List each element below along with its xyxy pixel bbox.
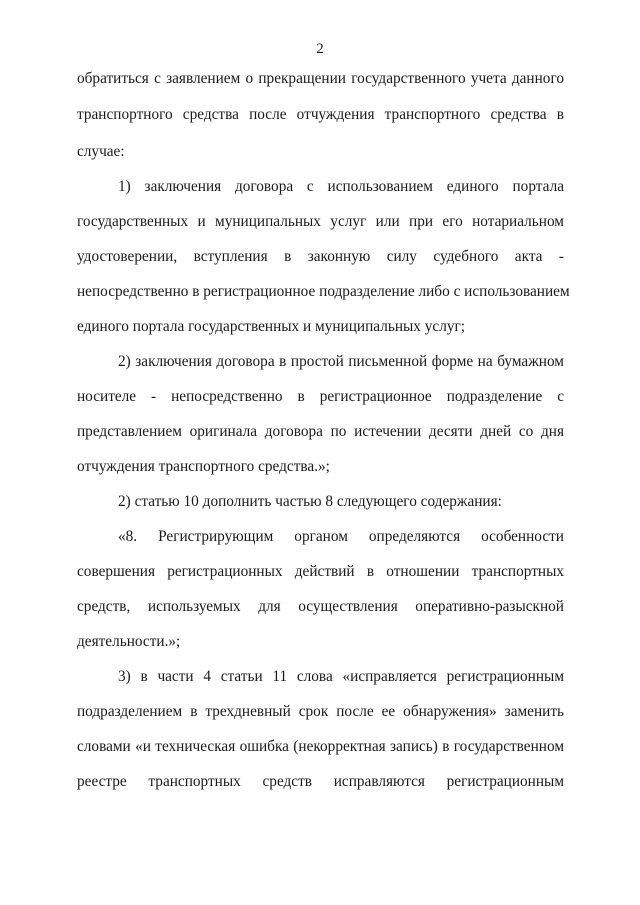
text-line-21: реестре транспортных средств исправляются регистрационным <box>77 773 564 790</box>
text-line-1: обратиться с заявлением о прекращении государственного учета данного <box>77 70 564 87</box>
text-line-3: случае: <box>77 143 125 160</box>
text-line-14: «8. Регистрирующим органом определяются особенности <box>118 528 564 545</box>
text-line-16: средств, используемых для осуществления оперативно-разыскной <box>77 598 564 615</box>
text-line-17: деятельности.»; <box>77 633 181 650</box>
text-line-10: носителе - непосредственно в регистрационное подразделение с <box>77 388 564 405</box>
text-line-4: 1) заключения договора с использованием единого портала <box>118 178 564 195</box>
page-number: 2 <box>316 41 324 57</box>
text-line-18: 3) в части 4 статьи 11 слова «исправляется регистрационным <box>118 668 564 685</box>
text-line-15: совершения регистрационных действий в отношении транспортных <box>77 563 564 580</box>
text-line-19: подразделением в трехдневный срок после ее обнаружения» заменить <box>77 703 564 720</box>
text-line-9: 2) заключения договора в простой письменной форме на бумажном <box>118 353 564 370</box>
text-line-8: единого портала государственных и муниципальных услуг; <box>77 318 466 335</box>
text-line-6: удостоверении, вступления в законную силу судебного акта - <box>77 248 564 265</box>
text-line-5: государственных и муниципальных услуг или при его нотариальном <box>77 213 564 230</box>
text-line-12: отчуждения транспортного средства.»; <box>77 458 330 475</box>
text-line-7: непосредственно в регистрационное подразделение либо с использованием <box>77 283 570 300</box>
text-line-13: 2) статью 10 дополнить частью 8 следующего содержания: <box>118 493 502 510</box>
text-line-11: представлением оригинала договора по истечении десяти дней со дня <box>77 423 564 440</box>
text-line-2: транспортного средства после отчуждения транспортного средства в <box>77 106 564 123</box>
text-line-20: словами «и техническая ошибка (некорректная запись) в государственном <box>77 738 564 755</box>
